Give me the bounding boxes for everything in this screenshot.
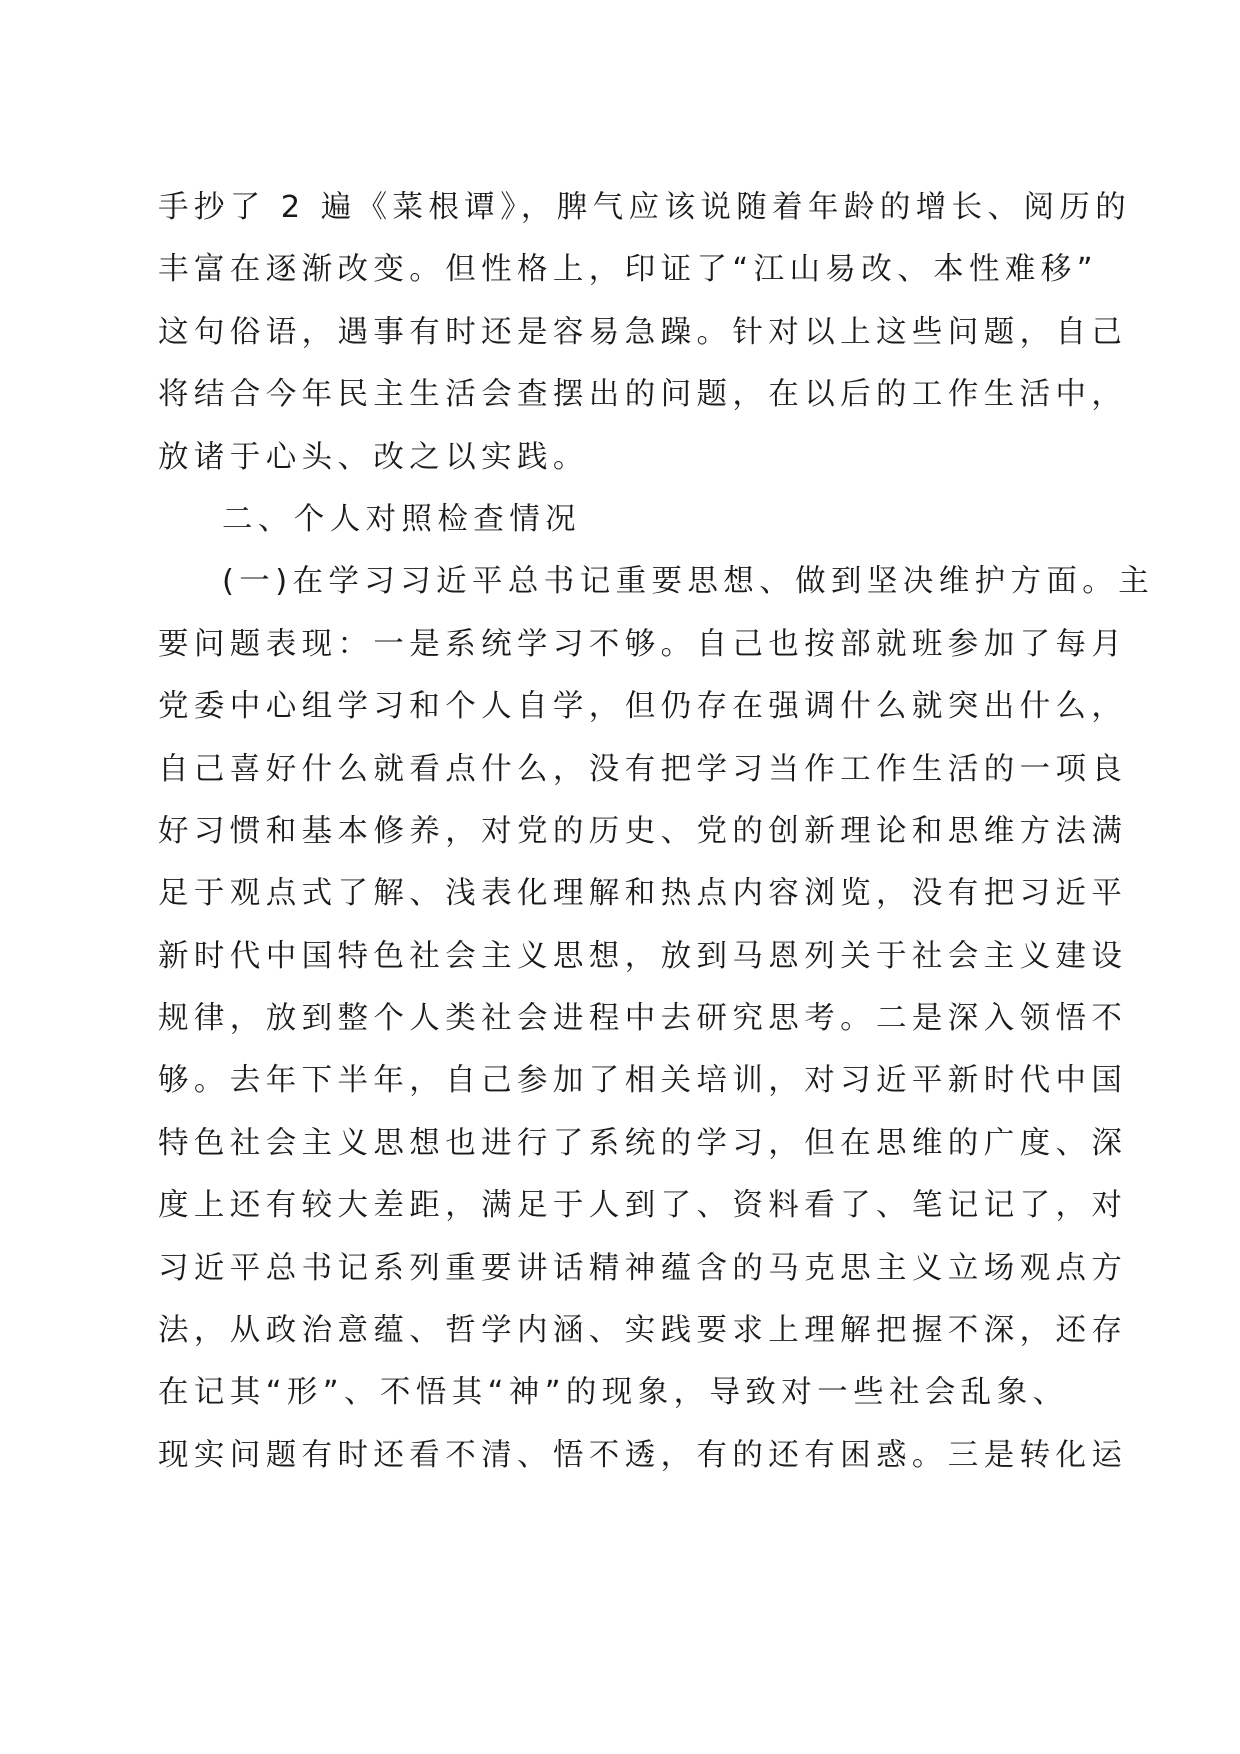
paragraph-line: 这句俗语，遇事有时还是容易急躁。针对以上这些问题，自己 <box>158 314 1128 350</box>
paragraph-line: 现实问题有时还看不清、悟不透，有的还有困惑。三是转化运 <box>158 1437 1128 1473</box>
paragraph-line: 够。去年下半年，自己参加了相关培训，对习近平新时代中国 <box>158 1063 1128 1099</box>
paragraph-line: 手抄了 2 遍《菜根谭》，脾气应该说随着年龄的增长、阅历的 <box>158 190 1132 225</box>
paragraph-line: 将结合今年民主生活会查摆出的问题，在以后的工作生活中， <box>158 377 1128 413</box>
paragraph-line-indented: (一)在学习习近平总书记重要思想、做到坚决维护方面。主 <box>222 564 1155 600</box>
paragraph-line: 足于观点式了解、浅表化理解和热点内容浏览，没有把习近平 <box>158 876 1128 912</box>
paragraph-line: 丰富在逐渐改变。但性格上，印证了“江山易改、本性难移” <box>158 252 1098 288</box>
paragraph-line: 在记其“形”、不悟其“神”的现象，导致对一些社会乱象、 <box>158 1375 1069 1411</box>
paragraph-line: 规律，放到整个人类社会进程中去研究思考。二是深入领悟不 <box>158 1001 1128 1037</box>
paragraph-line: 要问题表现：一是系统学习不够。自己也按部就班参加了每月 <box>158 626 1128 662</box>
paragraph-line: 放诸于心头、改之以实践。 <box>158 439 589 475</box>
paragraph-line: 习近平总书记系列重要讲话精神蕴含的马克思主义立场观点方 <box>158 1250 1128 1286</box>
paragraph-line: 度上还有较大差距，满足于人到了、资料看了、笔记记了，对 <box>158 1188 1128 1224</box>
paragraph-line: 党委中心组学习和个人自学，但仍存在强调什么就突出什么， <box>158 689 1128 725</box>
document-body <box>158 177 1155 1487</box>
paragraph-line: 法，从政治意蕴、哲学内涵、实践要求上理解把握不深，还存 <box>158 1313 1128 1349</box>
paragraph-line: 新时代中国特色社会主义思想，放到马恩列关于社会主义建设 <box>158 938 1128 974</box>
paragraph-line: 特色社会主义思想也进行了系统的学习，但在思维的广度、深 <box>158 1125 1128 1161</box>
paragraph-line: 好习惯和基本修养，对党的历史、党的创新理论和思维方法满 <box>158 813 1128 849</box>
paragraph-line: 自己喜好什么就看点什么，没有把学习当作工作生活的一项良 <box>158 751 1128 787</box>
paragraph-line-indented: 二、个人对照检查情况 <box>222 501 581 537</box>
